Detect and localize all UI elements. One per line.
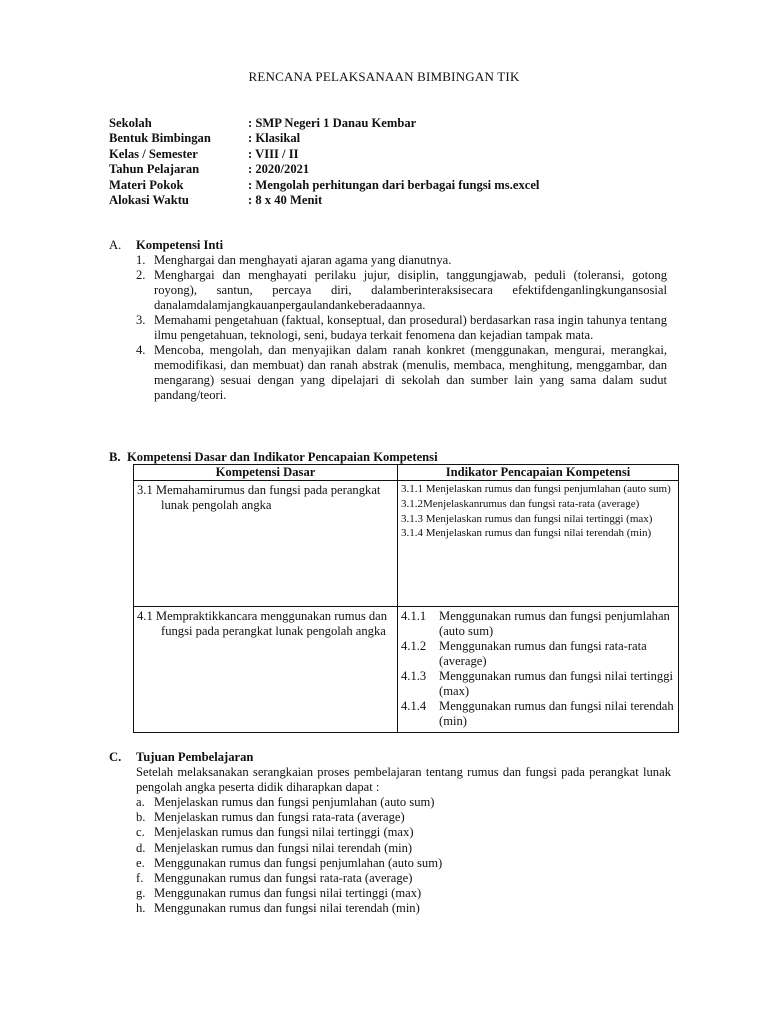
meta-row bbox=[109, 131, 539, 146]
section-b-title: Kompetensi Dasar dan Indikator Pencapaian Kompetensi bbox=[127, 450, 438, 464]
list-item bbox=[136, 795, 442, 810]
meta-row bbox=[109, 193, 539, 208]
list-item bbox=[136, 253, 667, 268]
meta-key: Materi Pokok bbox=[109, 177, 184, 192]
item-text: Menggunakan rumus dan fungsi penjumlahan (auto sum) bbox=[154, 855, 443, 870]
kd-text: 4.1 Mempraktikkancara menggunakan rumus dan fungsi pada perangkat lunak pengolah angka bbox=[137, 609, 388, 638]
item-text: Mencoba, mengolah, dan menyajikan dalam ranah konkret (menggunakan, mengurai, merangkai, memodifikasi, dan membuat) dan ranah abstrak (menulis, membaca, menghitung, menggambar, dan mengarang) sesuai dengan yang dipelajari di sekolah dan sumber lain yang sama dalam sudut pandang/teori. bbox=[154, 343, 667, 402]
list-item bbox=[136, 901, 442, 916]
section-a-letter: A. bbox=[109, 238, 122, 252]
indicator-item: 3.1.3 Menjelaskan rumus dan fungsi nilai tertinggi (max) bbox=[401, 512, 653, 525]
meta-row bbox=[109, 162, 539, 177]
indicator-number: 4.1.1 bbox=[401, 609, 427, 623]
list-item bbox=[136, 871, 442, 886]
tujuan-intro: Setelah melaksanakan serangkaian proses pembelajaran tentang rumus dan fungsi pada perangkat lunak pengolah angka peserta didik diharapkan dapat : bbox=[136, 765, 671, 794]
item-letter: h. bbox=[136, 901, 146, 916]
section-b-heading bbox=[109, 450, 438, 465]
item-letter: a. bbox=[136, 795, 145, 809]
section-c-heading bbox=[109, 750, 253, 765]
item-text: Menghargai dan menghayati ajaran agama yang dianutnya. bbox=[154, 253, 452, 267]
item-letter: b. bbox=[136, 810, 146, 825]
item-text: Menggunakan rumus dan fungsi rata-rata (average) bbox=[154, 870, 413, 885]
section-b-letter: B. bbox=[109, 450, 121, 464]
meta-row bbox=[109, 178, 539, 193]
indicator-text: Menggunakan rumus dan fungsi rata-rata (average) bbox=[439, 639, 647, 668]
section-a-title: Kompetensi Inti bbox=[136, 238, 224, 252]
meta-key: Tahun Pelajaran bbox=[109, 162, 200, 177]
list-item bbox=[136, 856, 442, 871]
list-item bbox=[136, 886, 442, 901]
kd-cell bbox=[134, 607, 398, 733]
item-letter: g. bbox=[136, 886, 146, 901]
list-item bbox=[136, 343, 667, 403]
item-text: Menjelaskan rumus dan fungsi rata-rata (average) bbox=[154, 810, 405, 825]
item-text: Menggunakan rumus dan fungsi nilai tertinggi (max) bbox=[154, 886, 422, 901]
meta-value: : VIII / II bbox=[248, 146, 299, 161]
list-item bbox=[136, 825, 442, 840]
kd-cell bbox=[134, 481, 398, 607]
indicator-number: 4.1.2 bbox=[401, 639, 427, 653]
item-number: 4. bbox=[136, 343, 146, 357]
item-letter: c. bbox=[136, 825, 145, 840]
identity-block bbox=[109, 116, 539, 208]
indicator-item bbox=[401, 669, 675, 699]
list-item bbox=[136, 313, 667, 343]
indicator-text: Menggunakan rumus dan fungsi nilai tertinggi (max) bbox=[439, 669, 673, 698]
col-header-ipk: Indikator Pencapaian Kompetensi bbox=[398, 465, 679, 481]
meta-value: : 2020/2021 bbox=[248, 162, 310, 177]
item-text: Menjelaskan rumus dan fungsi nilai terendah (min) bbox=[154, 840, 413, 855]
meta-key: Kelas / Semester bbox=[109, 146, 198, 161]
meta-row bbox=[109, 147, 539, 162]
indicator-text: Menggunakan rumus dan fungsi penjumlahan (auto sum) bbox=[439, 609, 670, 638]
indicator-cell bbox=[398, 607, 679, 733]
indicator-number: 4.1.3 bbox=[401, 669, 427, 683]
meta-value: : Klasikal bbox=[248, 131, 301, 146]
col-header-kd: Kompetensi Dasar bbox=[134, 465, 398, 481]
item-text: Menghargai dan menghayati perilaku jujur, disiplin, tanggungjawab, peduli (toleransi, gotong royong), santun, percaya diri, dalamberinteraksisecara efektifdenganlingkungansosial danalamdalamjangkauanpergaulandankeberadaannya. bbox=[154, 268, 667, 312]
table-row bbox=[134, 481, 679, 607]
indicator-item bbox=[401, 609, 675, 639]
meta-value: : Mengolah perhitungan dari berbagai fungsi ms.excel bbox=[248, 177, 540, 192]
item-number: 2. bbox=[136, 268, 146, 282]
indicator-text: Menggunakan rumus dan fungsi nilai terendah (min) bbox=[439, 699, 674, 728]
indicator-cell bbox=[398, 481, 679, 607]
table-row bbox=[134, 607, 679, 733]
indicator-item: 3.1.2Menjelaskanrumus dan fungsi rata-rata (average) bbox=[401, 497, 640, 510]
meta-key: Sekolah bbox=[109, 116, 152, 130]
item-number: 1. bbox=[136, 253, 146, 267]
meta-key: Alokasi Waktu bbox=[109, 192, 189, 207]
item-number: 3. bbox=[136, 313, 146, 327]
indicator-item bbox=[401, 699, 675, 729]
item-text: Memahami pengetahuan (faktual, konseptual, dan prosedural) berdasarkan rasa ingin tahunya tentang ilmu pengetahuan, teknologi, seni, budaya terkait fenomena dan kejadian tampak mata. bbox=[154, 313, 667, 342]
indicator-item: 3.1.4 Menjelaskan rumus dan fungsi nilai terendah (min) bbox=[401, 527, 652, 540]
meta-key: Bentuk Bimbingan bbox=[109, 131, 211, 146]
section-a-heading bbox=[109, 238, 223, 253]
item-text: Menjelaskan rumus dan fungsi penjumlahan (auto sum) bbox=[154, 795, 435, 809]
indicator-item bbox=[401, 639, 675, 669]
list-item bbox=[136, 268, 667, 313]
item-letter: d. bbox=[136, 840, 146, 855]
item-text: Menggunakan rumus dan fungsi nilai terendah (min) bbox=[154, 901, 420, 916]
kompetensi-table bbox=[133, 464, 679, 733]
item-letter: f. bbox=[136, 870, 144, 885]
item-letter: e. bbox=[136, 855, 145, 870]
list-item bbox=[136, 841, 442, 856]
kompetensi-inti-list bbox=[136, 253, 667, 403]
meta-value: : 8 x 40 Menit bbox=[248, 192, 323, 207]
tujuan-list bbox=[136, 795, 442, 917]
meta-row bbox=[109, 116, 539, 131]
item-text: Menjelaskan rumus dan fungsi nilai tertinggi (max) bbox=[154, 825, 414, 840]
list-item bbox=[136, 810, 442, 825]
section-c-title: Tujuan Pembelajaran bbox=[136, 750, 254, 764]
kd-text: 3.1 Memahamirumus dan fungsi pada perangkat lunak pengolah angka bbox=[137, 483, 381, 512]
section-c-letter: C. bbox=[109, 750, 122, 764]
indicator-number: 4.1.4 bbox=[401, 699, 427, 713]
meta-value: : SMP Negeri 1 Danau Kembar bbox=[248, 116, 417, 130]
indicator-item: 3.1.1 Menjelaskan rumus dan fungsi penjumlahan (auto sum) bbox=[401, 483, 671, 495]
document-title: RENCANA PELAKSANAAN BIMBINGAN TIK bbox=[248, 69, 520, 84]
table-header-row bbox=[134, 465, 679, 481]
